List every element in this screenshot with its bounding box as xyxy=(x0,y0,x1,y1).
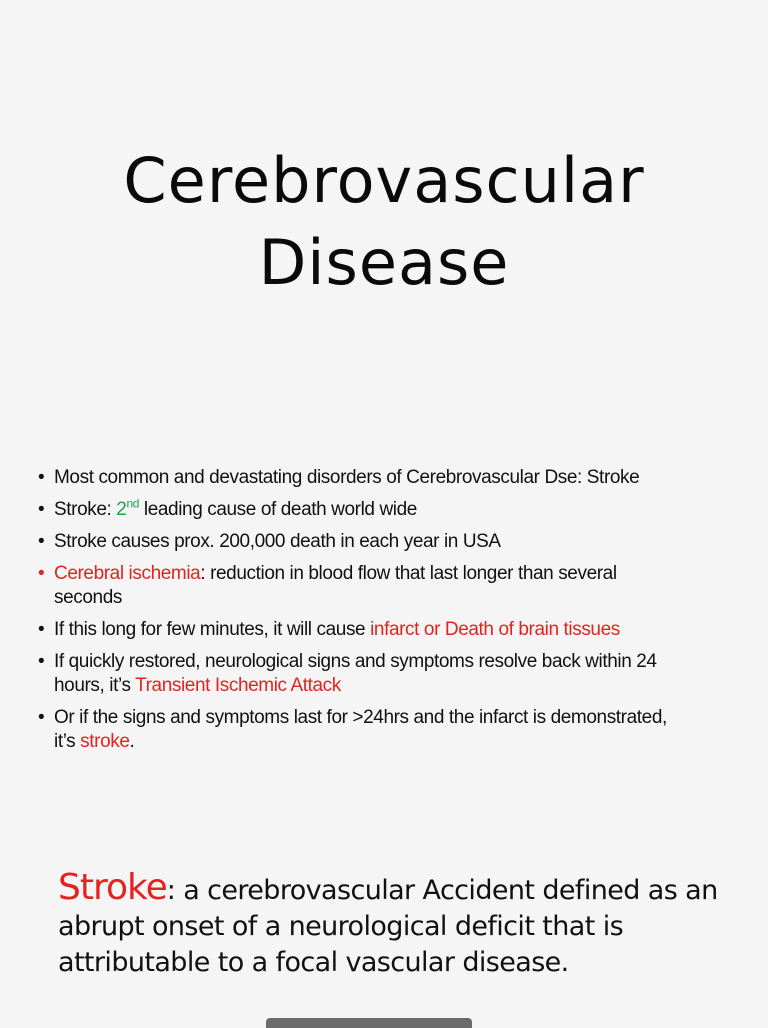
bullet-text: Stroke causes prox. 200,000 death in each year in USA xyxy=(54,531,501,552)
bullet-dot: • xyxy=(38,651,45,672)
bullet-item xyxy=(38,650,688,698)
bullet-text-before: Stroke: xyxy=(54,499,117,520)
bullet-highlight: Transient Ischemic Attack xyxy=(135,675,341,696)
slide-title xyxy=(0,140,768,304)
bullet-list xyxy=(38,466,688,762)
bullet-item xyxy=(38,498,688,522)
bullet-dot: • xyxy=(38,619,45,640)
bullet-text-after: : reduction in blood flow that last longer than several seconds xyxy=(54,563,617,608)
bullet-dot: • xyxy=(38,707,45,728)
bullet-item xyxy=(38,706,688,754)
bullet-dot: • xyxy=(38,531,45,552)
bullet-item xyxy=(38,530,688,554)
definition-term: Stroke xyxy=(58,867,167,908)
bullet-text-before: If quickly restored, neurological signs and symptoms resolve back within 24 hours, it’s xyxy=(54,651,657,696)
bullet-highlight: stroke xyxy=(80,731,130,752)
bullet-dot: • xyxy=(38,467,45,488)
bullet-text-before: If this long for few minutes, it will cause xyxy=(54,619,371,640)
stroke-definition xyxy=(58,867,738,981)
bullet-highlight: infarct or Death of brain tissues xyxy=(370,619,620,640)
page-handle[interactable] xyxy=(266,1018,472,1028)
bullet-text-after: . xyxy=(129,731,135,752)
bullet-text: Most common and devastating disorders of Cerebrovascular Dse: Stroke xyxy=(54,467,640,488)
title-line-2: Disease xyxy=(258,226,510,299)
bullet-highlight-sup: nd xyxy=(126,496,140,511)
bullet-dot: • xyxy=(38,563,45,584)
bullet-item xyxy=(38,466,688,490)
bullet-dot: • xyxy=(38,499,45,520)
bullet-highlight: 2 xyxy=(116,499,127,520)
bullet-highlight: Cerebral ischemia xyxy=(54,563,201,584)
bullet-text-after: leading cause of death world wide xyxy=(139,499,417,520)
title-line-1: Cerebrovascular xyxy=(123,144,645,217)
bullet-text-before: Or if the signs and symptoms last for >24hrs and the infarct is demonstrated, it’s xyxy=(54,707,667,752)
bullet-item xyxy=(38,562,688,610)
bullet-item xyxy=(38,618,688,642)
definition-text: : a cerebrovascular Accident defined as an abrupt onset of a neurological deficit that is attributable to a focal vascular disease. xyxy=(58,875,718,978)
